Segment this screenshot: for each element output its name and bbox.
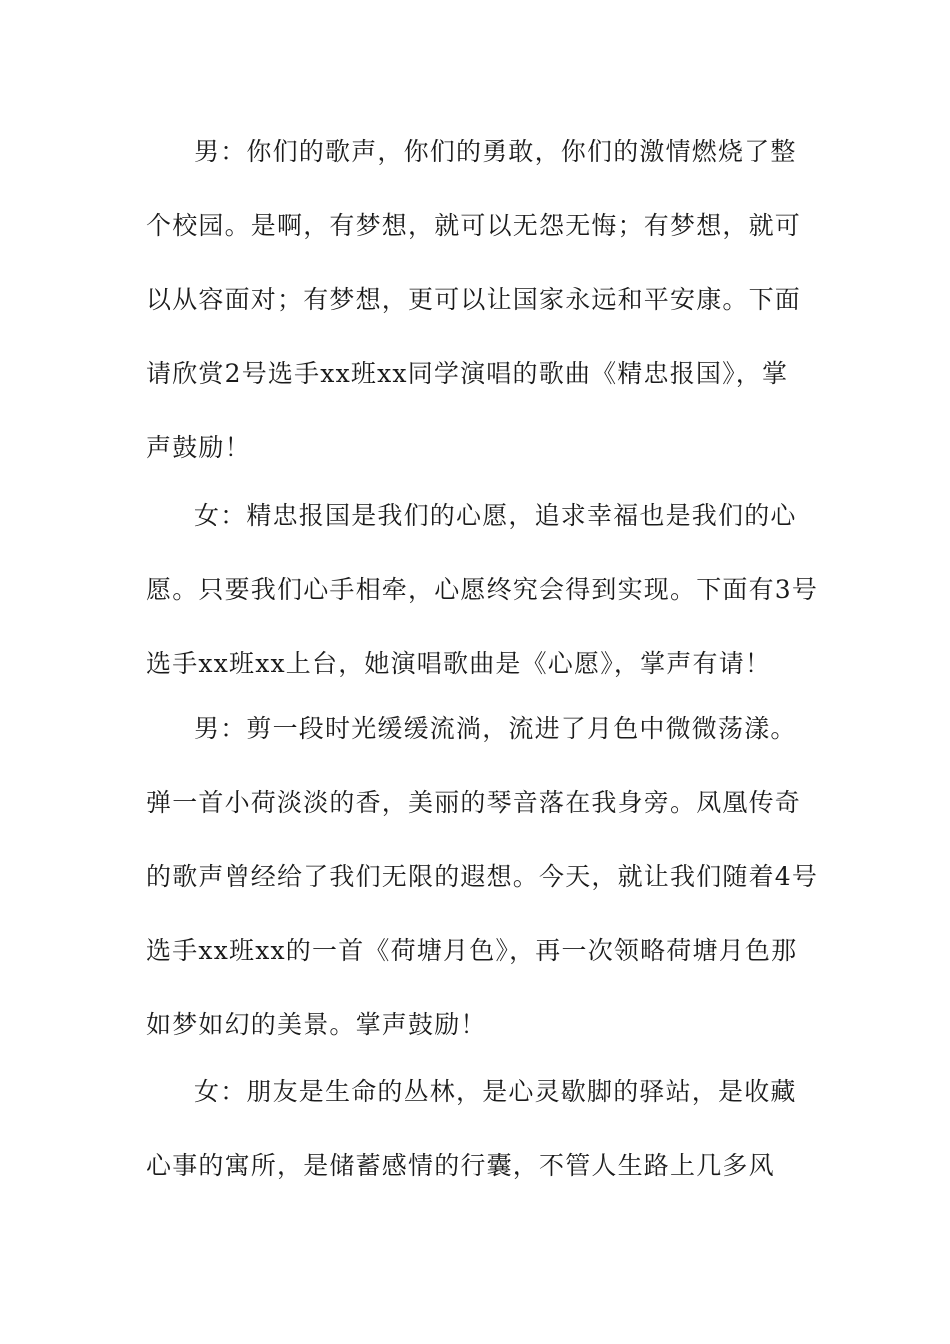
paragraph-1-line-5: 声鼓励！ — [146, 433, 251, 462]
paragraph-3-line-1: 男：剪一段时光缓缓流淌，流进了月色中微微荡漾。 — [194, 714, 797, 743]
paragraph-2-line-3: 选手xx班xx上台，她演唱歌曲是《心愿》，掌声有请！ — [146, 649, 772, 678]
paragraph-1-line-2: 个校园。是啊，有梦想，就可以无怨无悔；有梦想，就可 — [146, 211, 802, 240]
paragraph-1-line-1: 男：你们的歌声，你们的勇敢，你们的激情燃烧了整 — [194, 137, 797, 166]
paragraph-3-line-2: 弹一首小荷淡淡的香，美丽的琴音落在我身旁。凤凰传奇 — [146, 788, 802, 817]
paragraph-3-line-5: 如梦如幻的美景。掌声鼓励！ — [146, 1010, 487, 1039]
paragraph-3-line-3: 的歌声曾经给了我们无限的遐想。今天，就让我们随着4号 — [146, 862, 819, 891]
paragraph-1-line-3: 以从容面对；有梦想，更可以让国家永远和平安康。下面 — [146, 285, 802, 314]
paragraph-4-line-1: 女：朋友是生命的丛林，是心灵歇脚的驿站，是收藏 — [194, 1077, 797, 1106]
paragraph-4-line-2: 心事的寓所，是储蓄感情的行囊，不管人生路上几多风 — [146, 1151, 775, 1180]
paragraph-1-line-4: 请欣赏2号选手xx班xx同学演唱的歌曲《精忠报国》，掌 — [146, 359, 789, 388]
paragraph-3-line-4: 选手xx班xx的一首《荷塘月色》，再一次领略荷塘月色那 — [146, 936, 798, 965]
paragraph-2-line-2: 愿。只要我们心手相牵，心愿终究会得到实现。下面有3号 — [146, 575, 819, 604]
paragraph-2-line-1: 女：精忠报国是我们的心愿，追求幸福也是我们的心 — [194, 501, 797, 530]
